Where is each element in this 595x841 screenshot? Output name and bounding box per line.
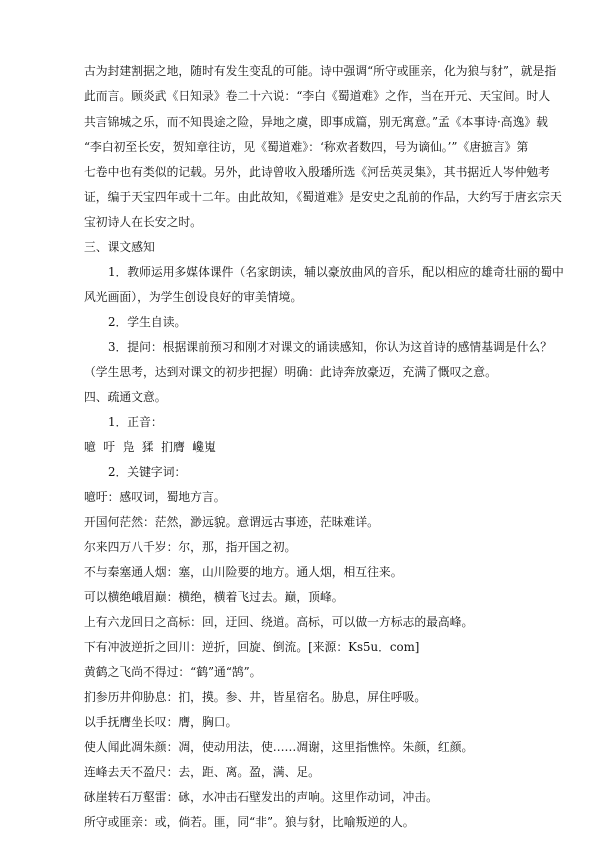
vocab-entry: 尔来四万八千岁：尔，那，指开国之初。 bbox=[84, 540, 297, 554]
paragraph-line: 3．提问：根据课前预习和刚才对课文的诵读感知，你认为这首诗的感情基调是什么？ bbox=[108, 340, 552, 354]
paragraph-line: 风光画面），为学生创设良好的审美情境。 bbox=[84, 290, 303, 304]
paragraph-line: （学生思考，达到对课文的初步把握）明确：此诗奔放豪迈，充满了慨叹之意。 bbox=[84, 365, 497, 379]
paragraph-line: 2．学生自读。 bbox=[108, 315, 187, 329]
paragraph-line: 证，编于天宝四年或十二年。由此故知，《蜀道难》是安史之乱前的作品，大约写于唐玄宗天 bbox=[84, 190, 562, 204]
vocab-entry: 下有冲波逆折之回川：逆折，回旋、倒流。[来源：Ks5u．com] bbox=[84, 640, 420, 654]
vocab-entry: 可以横绝峨眉巅：横绝，横着飞过去。巅，顶峰。 bbox=[84, 590, 344, 604]
pronunciation-words: 噫 吁 凫 猱 扪膺 巉嵬 bbox=[84, 440, 216, 454]
vocab-entry: 上有六龙回日之高标：回，迂回、绕道。高标，可以做一方标志的最高峰。 bbox=[84, 615, 474, 629]
paragraph-line: 七卷中也有类似的记载。另外，此诗曾收入殷璠所选《河岳英灵集》，其书据近人岑仲勉考 bbox=[84, 165, 550, 179]
vocab-entry: 砯崖转石万壑雷：砯，水冲击石壁发出的声响。这里作动词，冲击。 bbox=[84, 790, 438, 804]
vocab-entry: 所守或匪亲：或，倘若。匪，同“非”。狼与豺，比喻叛逆的人。 bbox=[84, 815, 415, 829]
paragraph-line: 古为封建割据之地，随时有发生变乱的可能。诗中强调“所守或匪亲，化为狼与豺”，就是指 bbox=[84, 64, 557, 78]
vocab-entry: 连峰去天不盈尺：去，距、离。盈，满、足。 bbox=[84, 765, 320, 779]
paragraph-line: 2．关键字词： bbox=[108, 465, 187, 479]
vocab-entry: 开国何茫然：茫然，渺远貌。意谓远古事迹，茫昧难详。 bbox=[84, 515, 379, 529]
section-heading: 四、疏通文意。 bbox=[84, 390, 167, 404]
paragraph-line: 宝初诗人在长安之时。 bbox=[84, 215, 202, 229]
section-heading: 三、课文感知 bbox=[84, 240, 155, 254]
vocab-entry: 黄鹤之飞尚不得过：“鹤”通“鹄”。 bbox=[84, 665, 262, 679]
vocab-entry: 噫吁：感叹词，蜀地方言。 bbox=[84, 490, 226, 504]
paragraph-line: 此而言。顾炎武《日知录》卷二十六说：“李白《蜀道难》之作，当在开元、天宝间。时人 bbox=[84, 89, 551, 103]
paragraph-line: 1．教师运用多媒体课件（名家朗读，辅以豪放曲风的音乐，配以相应的雄奇壮丽的蜀中 bbox=[108, 265, 564, 279]
vocab-entry: 以手抚膺坐长叹：膺，胸口。 bbox=[84, 715, 238, 729]
paragraph-line: 共言锦城之乐，而不知畏途之险，异地之虞，即事成篇，别无寓意。”孟《本事诗·高逸》载 bbox=[84, 115, 548, 129]
vocab-entry: 不与秦塞通人烟：塞，山川险要的地方。通人烟，相互往来。 bbox=[84, 565, 403, 579]
paragraph-line: “李白初至长安，贺知章往访，见《蜀道难》：‘称欢者数四，号为谪仙。’”《唐摭言》第 bbox=[84, 140, 529, 154]
paragraph-line: 1．正音： bbox=[108, 415, 163, 429]
vocab-entry: 扪参历井仰胁息：扪，摸。参、井，皆星宿名。胁息，屏住呼吸。 bbox=[84, 690, 427, 704]
vocab-entry: 使人闻此凋朱颜：凋，使动用法，使……凋谢，这里指憔悴。朱颜，红颜。 bbox=[84, 740, 474, 754]
